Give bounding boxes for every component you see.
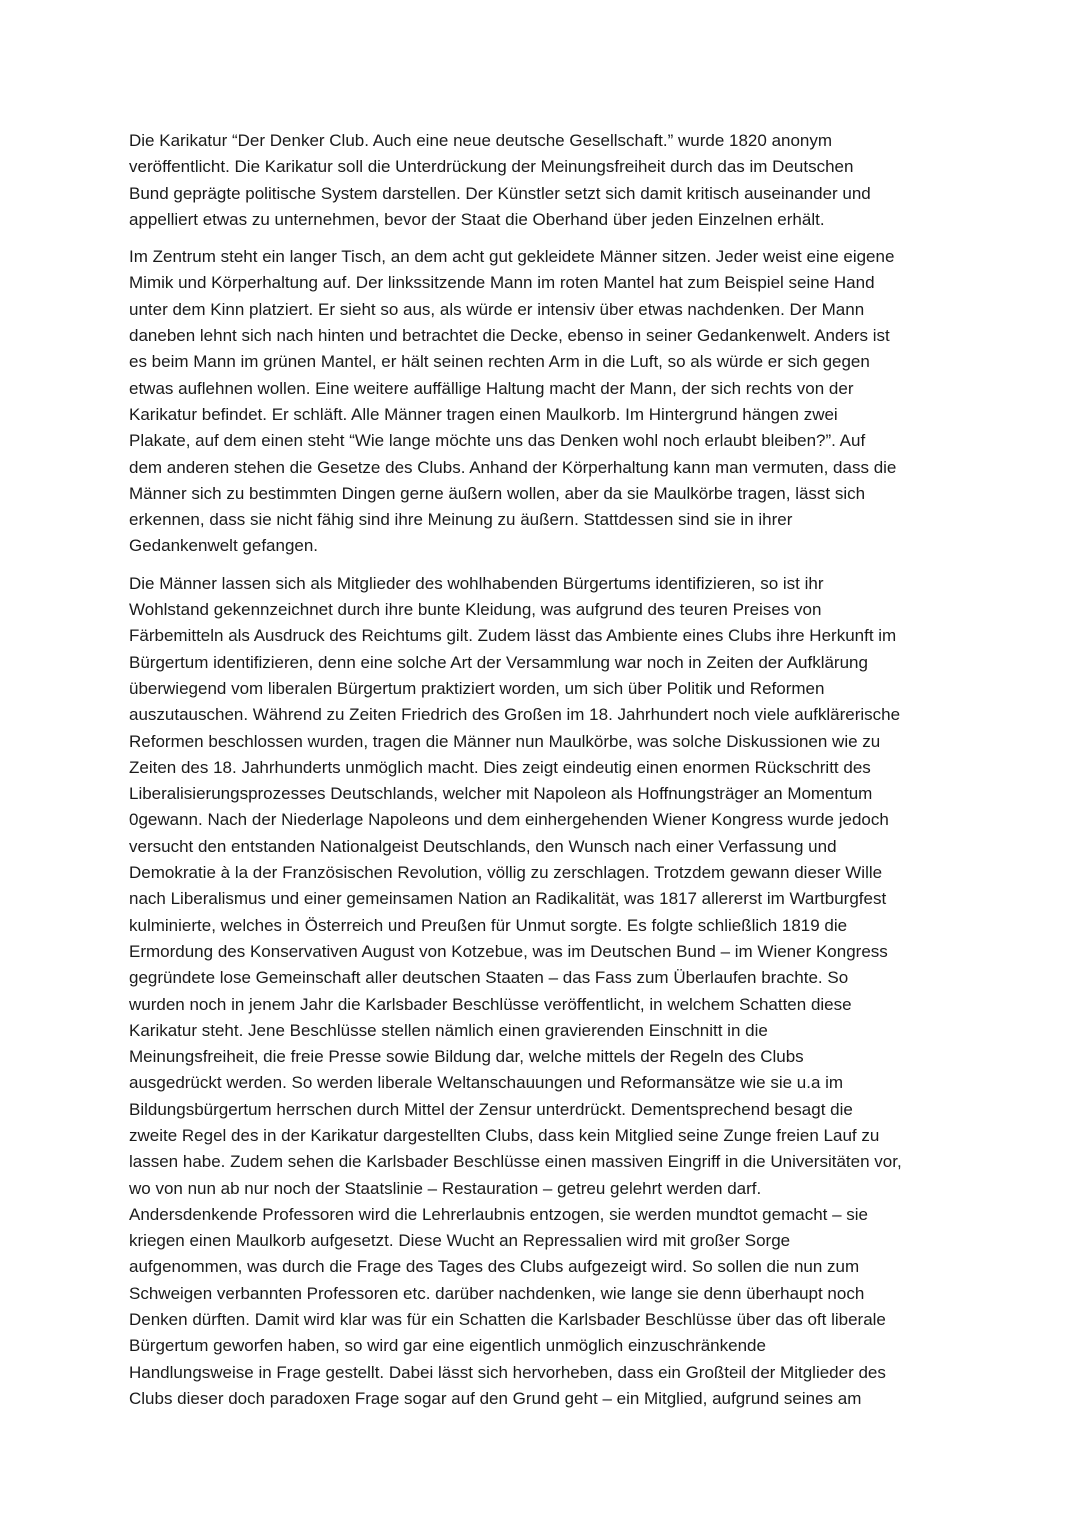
text-line: Färbemitteln als Ausdruck des Reichtums gilt. Zudem lässt das Ambiente eines Clubs ihre Herkunft im [129,626,897,646]
paragraph-2 [129,244,959,560]
text-line: Handlungsweise in Frage gestellt. Dabei lässt sich hervorheben, dass ein Großteil der Mitglieder des [129,1362,886,1382]
text-line: veröffentlicht. Die Karikatur soll die Unterdrückung der Meinungsfreiheit durch das im Deutschen [129,157,854,177]
text-line: versucht den entstanden Nationalgeist Deutschlands, den Wunsch nach einer Verfassung und [129,836,837,856]
text-line: zweite Regel des in der Karikatur dargestellten Clubs, dass kein Mitglied seine Zunge freien Lauf zu [129,1125,880,1145]
text-line: dem anderen stehen die Gesetze des Clubs. Anhand der Körperhaltung kann man vermuten, dass die [129,457,897,477]
text-line: Zeiten des 18. Jahrhunderts unmöglich macht. Dies zeigt eindeutig einen enormen Rückschritt des [129,757,871,777]
paragraph-3 [129,571,959,1413]
text-line: Liberalisierungsprozesses Deutschlands, welcher mit Napoleon als Hoffnungsträger an Momentum [129,784,873,804]
document-body [129,128,959,1423]
text-line: gegründete lose Gemeinschaft aller deutschen Staaten – das Fass zum Überlaufen brachte. So [129,968,849,988]
text-line: Im Zentrum steht ein langer Tisch, an dem acht gut gekleidete Männer sitzen. Jeder weist eine eigene [129,247,895,267]
text-line: Plakate, auf dem einen steht “Wie lange möchte uns das Denken wohl noch erlaubt bleiben?”. Auf [129,431,866,451]
text-line: Die Männer lassen sich als Mitglieder des wohlhabenden Bürgertums identifizieren, so ist ihr [129,573,824,593]
text-line: Bürgertum identifizieren, denn eine solche Art der Versammlung war noch in Zeiten der Aufklärung [129,652,868,672]
text-line: unter dem Kinn platziert. Er sieht so aus, als würde er intensiv über etwas nachdenken. Der Mann [129,299,865,319]
text-line: Wohlstand gekennzeichnet durch ihre bunte Kleidung, was aufgrund des teuren Preises von [129,600,822,620]
text-line: Mimik und Körperhaltung auf. Der linkssitzende Mann im roten Mantel hat zum Beispiel seine Hand [129,273,875,293]
text-line: Bürgertum geworfen haben, so wird gar eine eigentlich unmöglich einzuschränkende [129,1336,766,1356]
text-line: überwiegend vom liberalen Bürgertum praktiziert worden, um sich über Politik und Reformen [129,678,825,698]
text-line: kulminierte, welches in Österreich und Preußen für Unmut sorgte. Es folgte schließlich 1819 die [129,915,848,935]
text-line: Ermordung des Konservativen August von Kotzebue, was im Deutschen Bund – im Wiener Kongress [129,941,888,961]
text-line: Schweigen verbannten Professoren etc. darüber nachdenken, wie lange sie denn überhaupt noch [129,1283,865,1303]
text-line: daneben lehnt sich nach hinten und betrachtet die Decke, ebenso in seiner Gedankenwelt. Anders ist [129,326,890,346]
text-line: kriegen einen Maulkorb aufgesetzt. Diese Wucht an Repressalien wird mit großer Sorge [129,1231,791,1251]
text-line: es beim Mann im grünen Mantel, er hält seinen rechten Arm in die Luft, so als würde er sich gegen [129,352,870,372]
text-line: Bildungsbürgertum herrschen durch Mittel der Zensur unterdrückt. Dementsprechend besagt die [129,1099,853,1119]
text-line: etwas auflehnen wollen. Eine weitere auffällige Haltung macht der Mann, der sich rechts von der [129,378,854,398]
text-line: lassen habe. Zudem sehen die Karlsbader Beschlüsse einen massiven Eingriff in die Universitäten vor, [129,1152,902,1172]
text-line: Karikatur befindet. Er schläft. Alle Männer tragen einen Maulkorb. Im Hintergrund hängen zwei [129,404,838,424]
text-line: wurden noch in jenem Jahr die Karlsbader Beschlüsse veröffentlicht, in welchem Schatten diese [129,994,852,1014]
text-line: appelliert etwas zu unternehmen, bevor der Staat die Oberhand über jeden Einzelnen erhält. [129,209,825,229]
text-line: Karikatur steht. Jene Beschlüsse stellen nämlich einen gravierenden Einschnitt in die [129,1020,768,1040]
text-line: Denken dürften. Damit wird klar was für ein Schatten die Karlsbader Beschlüsse über das oft liberale [129,1310,886,1330]
text-line: Bund geprägte politische System darstellen. Der Künstler setzt sich damit kritisch auseinander und [129,183,871,203]
text-line: Clubs dieser doch paradoxen Frage sogar auf den Grund geht – ein Mitglied, aufgrund seines am [129,1388,862,1408]
text-line: wo von nun ab nur noch der Staatslinie – Restauration – getreu gelehrt werden darf. [129,1178,762,1198]
paragraph-1 [129,128,959,233]
text-line: Demokratie à la der Französischen Revolution, völlig zu zerschlagen. Trotzdem gewann dieser Wille [129,863,883,883]
text-line: Die Karikatur “Der Denker Club. Auch eine neue deutsche Gesellschaft.” wurde 1820 anonym [129,131,833,150]
text-line: Reformen beschlossen wurden, tragen die Männer nun Maulkörbe, was solche Diskussionen wie zu [129,731,881,751]
text-line: nach Liberalismus und einer gemeinsamen Nation an Radikalität, was 1817 allererst im Wartburgfest [129,889,887,909]
text-line: ausgedrückt werden. So werden liberale Weltanschauungen und Reformansätze wie sie u.a im [129,1073,844,1093]
text-line: Männer sich zu bestimmten Dingen gerne äußern wollen, aber da sie Maulkörbe tragen, lässt sich [129,483,866,503]
text-line: Andersdenkende Professoren wird die Lehrerlaubnis entzogen, sie werden mundtot gemacht – sie [129,1204,869,1224]
text-line: Gedankenwelt gefangen. [129,536,319,556]
text-line: 0gewann. Nach der Niederlage Napoleons und dem einhergehenden Wiener Kongress wurde jedoch [129,810,889,830]
text-line: auszutauschen. Während zu Zeiten Friedrich des Großen im 18. Jahrhundert noch viele aufklärerische [129,705,901,725]
text-line: Meinungsfreiheit, die freie Presse sowie Bildung dar, welche mittels der Regeln des Clubs [129,1047,804,1067]
text-line: aufgenommen, was durch die Frage des Tages des Clubs aufgezeigt wird. So sollen die nun zum [129,1257,860,1277]
text-line: erkennen, dass sie nicht fähig sind ihre Meinung zu äußern. Stattdessen sind sie in ihrer [129,510,793,530]
